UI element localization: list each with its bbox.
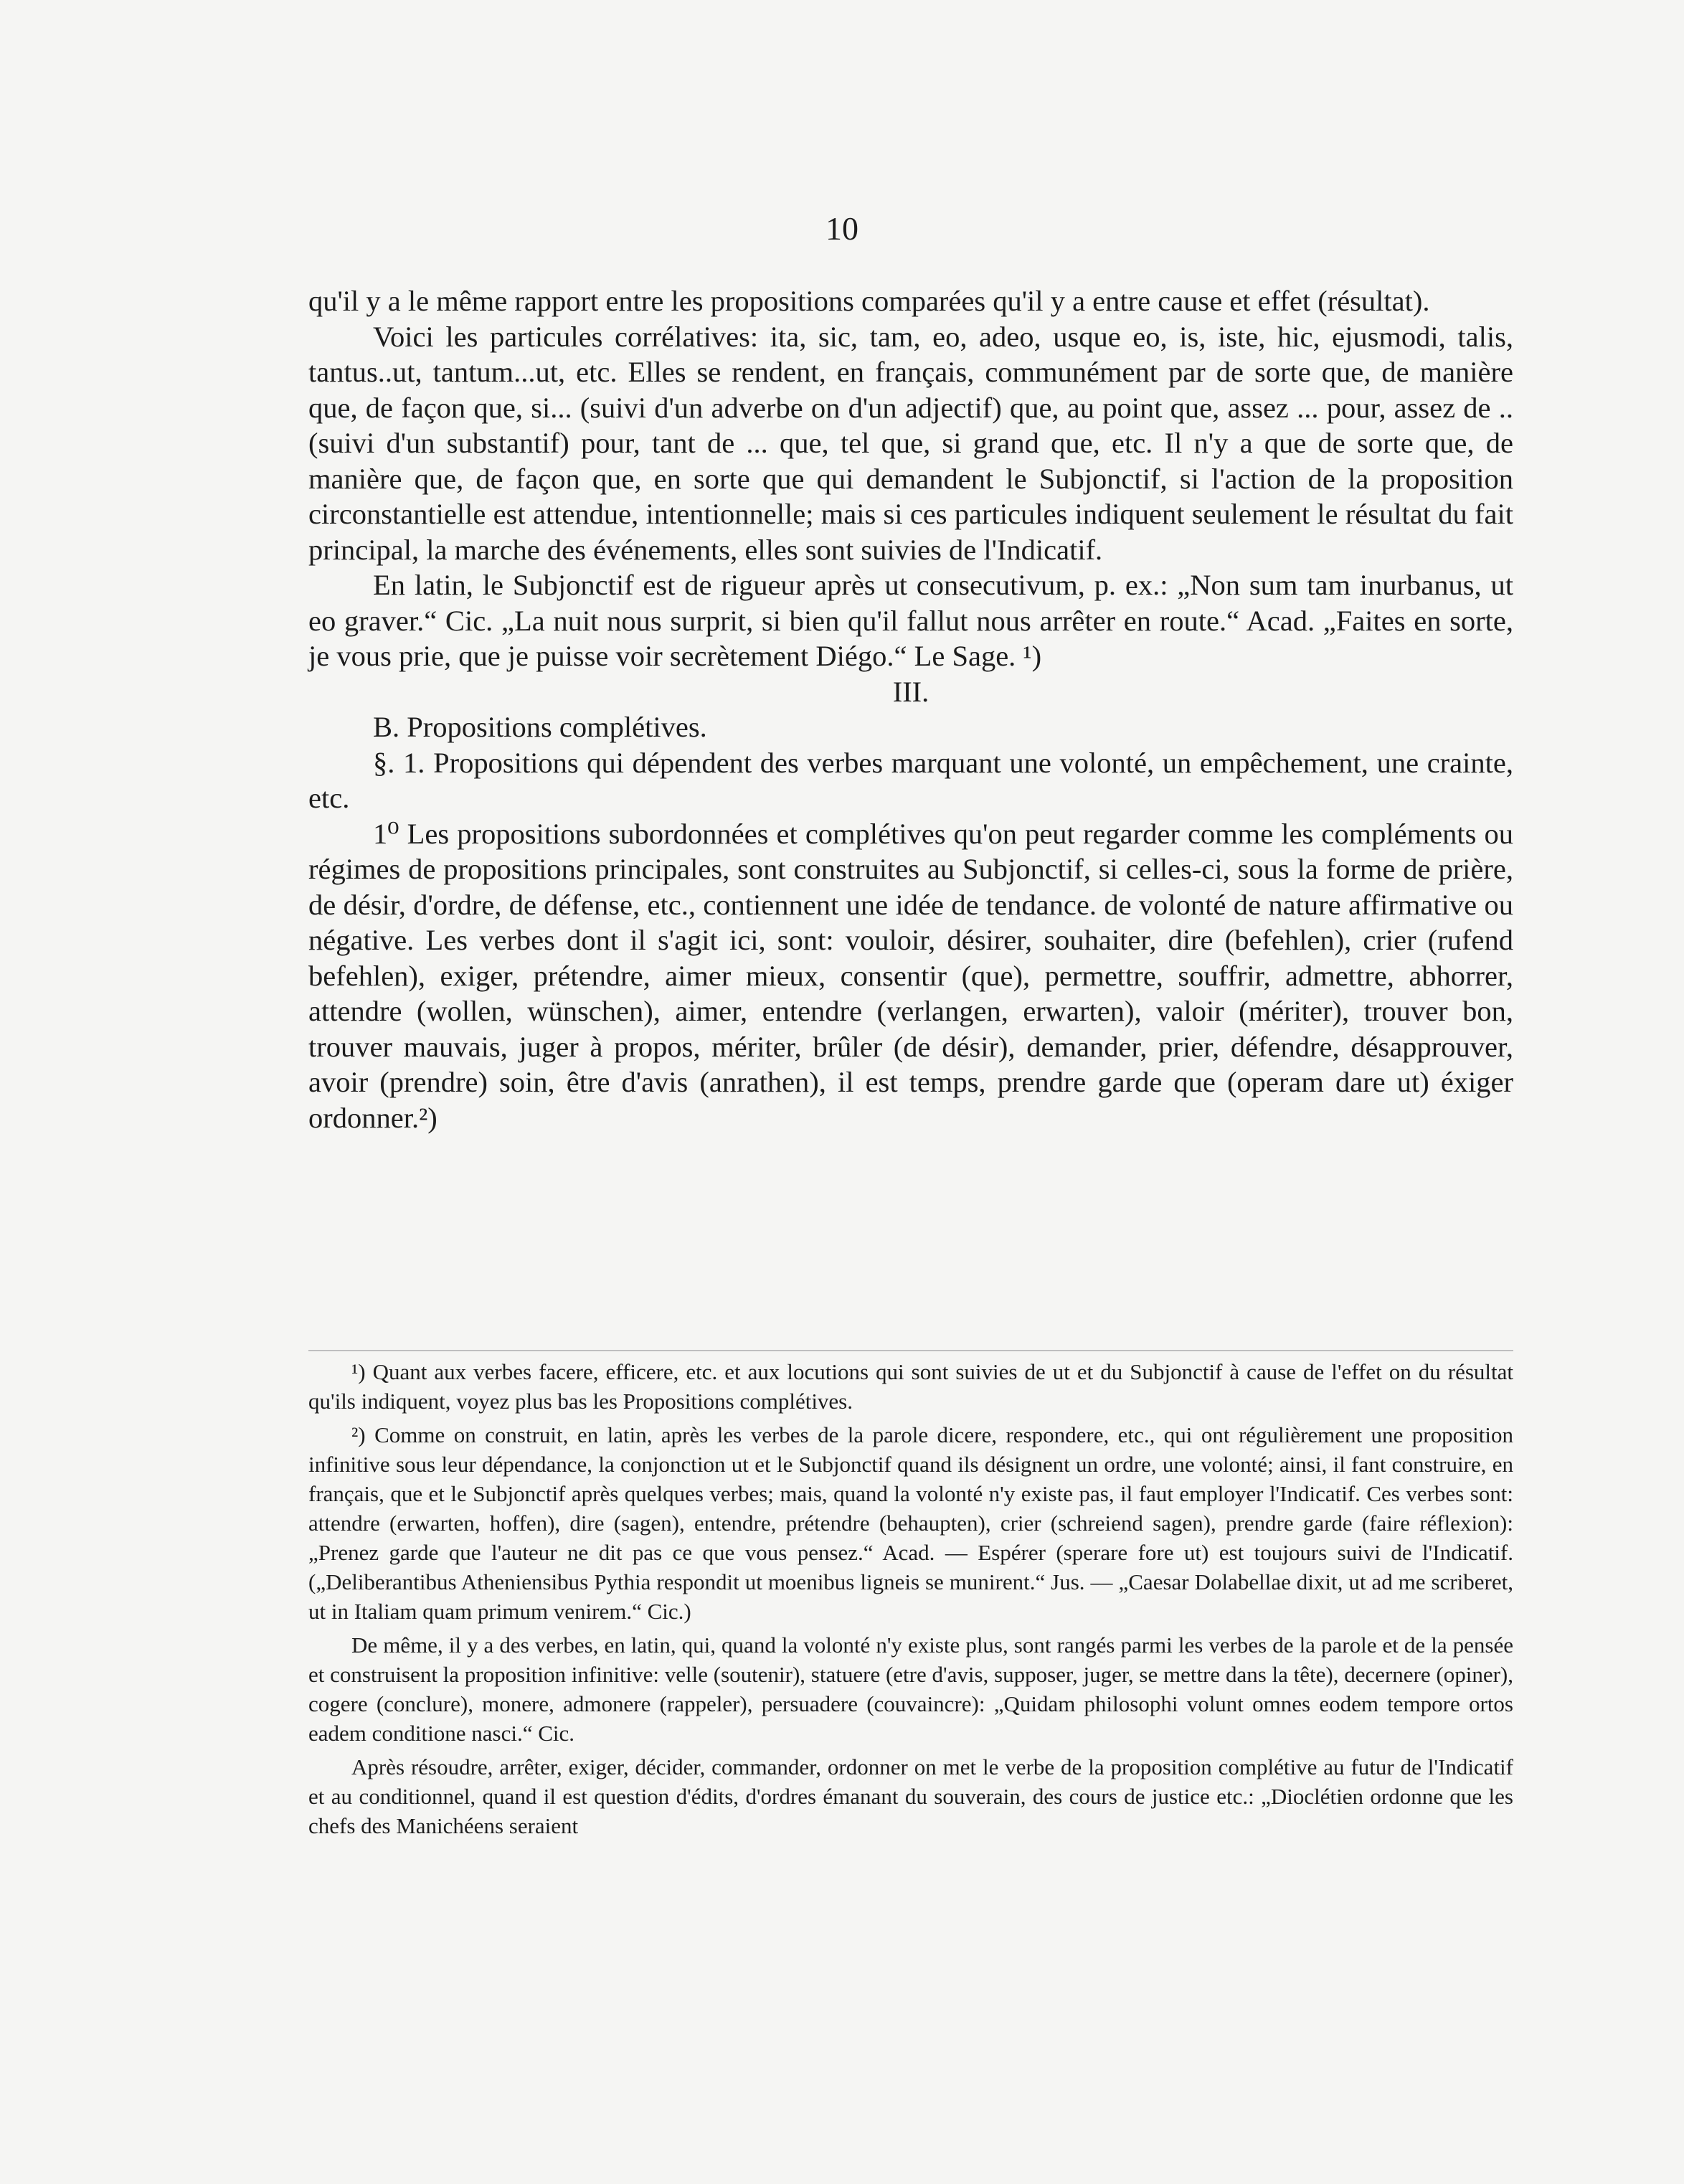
footnote-2-continuation: De même, il y a des verbes, en latin, qui, quand la volonté n'y existe plus, sont rangés parmi les verbes de la parole et de la pensée et construisent la proposition infinitive: velle (soutenir), statuere (etre d'avis, supposer, juger, se mettre dans la tête), decernere (opiner), cogere (conclure), monere, admonere (rappeler), persuadere (couvaincre): „Quidam philosophi volunt omnes eodem tempore ortos eadem conditione nasci.“ Cic. (308, 1632, 1513, 1746)
section-heading: B. Propositions complétives. (373, 711, 707, 743)
paragraph-completive-rules: 1⁰ Les propositions subordonnées et complétives qu'on peut regarder comme les compléments ou régimes de propositions principales, sont construites au Subjonctif, si celles-ci, sous la forme de prière, de désir, d'ordre, de défense, etc., contiennent une idée de tendance. de volonté de nature affirmative ou négative. Les verbes dont il s'agit ici, sont: vouloir, désirer, souhaiter, dire (befehlen), crier (rufend befehlen), exiger, prétendre, aimer mieux, consentir (que), permettre, souffrir, admettre, abhorrer, attendre (wollen, wünschen), aimer, entendre (verlangen, erwarten), valoir (mériter), trouver bon, trouver mauvais, juger à propos, mériter, brûler (de désir), demander, prier, défendre, désapprouver, avoir (prendre) soin, être d'avis (anrathen), il est temps, prendre garde que (operam dare ut) éxiger ordonner.²) (308, 817, 1513, 1134)
footnote-2-continuation: Après résoudre, arrêter, exiger, décider, commander, ordonner on met le verbe de la proposition complétive au futur de l'Indicatif et au conditionnel, quand il est question d'édits, d'ordres émanant du souverain, des cours de justice etc.: „Dioclétien ordonne que les chefs des Manichéens seraient (308, 1754, 1513, 1838)
paragraph-correlative-particles: Voici les particules corrélatives: ita, sic, tam, eo, adeo, usque eo, is, iste, hic, ejusmodi, talis, tantus..ut, tantum...ut, etc. Elles se rendent, en français, communément par de sorte que, de manière que, de façon que, si... (suivi d'un adverbe on d'un adjectif) que, au point que, assez ... pour, assez de .. (suivi d'un substantif) pour, tant de ... que, tel que, si grand que, etc. Il n'y a que de sorte que, de manière que, de façon que, en sorte que qui demandent le Subjonctif, si l'action de la proposition circonstantielle est attendue, intentionnelle; mais si ces particules indiquent seulement le résultat du fait principal, la marche des événements, elles sont suivies de l'Indicatif. (308, 320, 1513, 566)
footnote-divider (308, 1350, 1513, 1351)
paragraph-latin-subjunctive: En latin, le Subjonctif est de rigueur après ut consecutivum, p. ex.: „Non sum tam inurbanus, ut eo graver.“ Cic. „La nuit nous surprit, si bien qu'il fallut nous arrêter en route.“ Acad. „Faites en sorte, je vous prie, que je puisse voir secrètement Diégo.“ Le Sage. ¹) (308, 569, 1513, 672)
footnote-1: ¹) Quant aux verbes facere, efficere, etc. et aux locutions qui sont suivies de ut et du Subjonctif à cause de l'effet on du résultat qu'ils indiquent, voyez plus bas les Propositions complétives. (308, 1359, 1513, 1414)
subsection-heading: §. 1. Propositions qui dépendent des verbes marquant une volonté, un empêchement, une crainte, etc. (308, 746, 1513, 814)
section-numeral: III. (892, 675, 929, 708)
footnotes (308, 1357, 1513, 1845)
paragraph-continuation: qu'il y a le même rapport entre les propositions comparées qu'il y a entre cause et effet (résultat). (308, 285, 1430, 317)
page-number: 10 (826, 210, 858, 247)
main-text (308, 283, 1513, 1135)
footnote-2: ²) Comme on construit, en latin, après les verbes de la parole dicere, respondere, etc., qui ont régulièrement une proposition infinitive sous leur dépendance, la conjonction ut et le Subjonctif quand ils désignent un ordre, une volonté; ainsi, il fant construire, en français, que et le Subjonctif après quelques verbes; mais, quand la volonté n'y existe pas, il faut employer l'Indicatif. Ces verbes sont: attendre (erwarten, hoffen), dire (sagen), entendre, prétendre (behaupten), crier (schreiend sagen), prendre garde (faire réflexion): „Prenez garde que l'auteur ne dit pas ce que vous pensez.“ Acad. — Espérer (sperare fore ut) est toujours suivi de l'Indicatif. („Deliberantibus Atheniensibus Pythia respondit ut moenibus ligneis se munirent.“ Jus. — „Caesar Dolabellae dixit, ut ad me scriberet, ut in Italiam quam primum venirem.“ Cic.) (308, 1422, 1513, 1624)
